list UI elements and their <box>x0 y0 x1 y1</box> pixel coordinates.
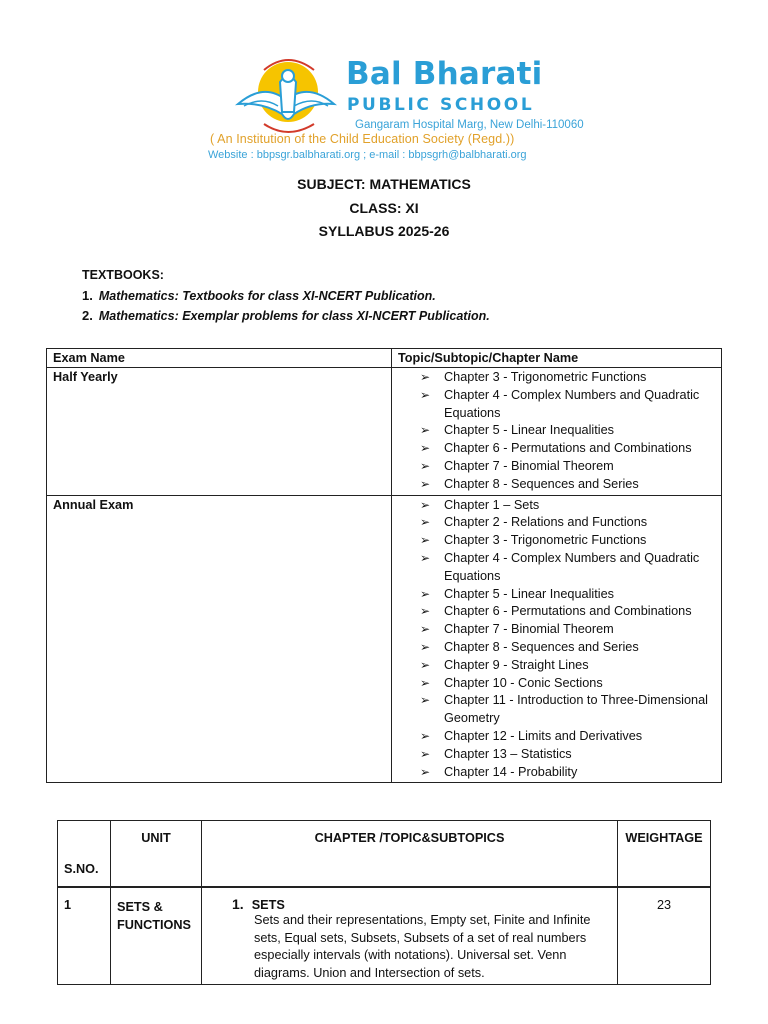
school-website: Website : bbpsgr.balbharati.org ; e-mail : bbpsgrh@balbharati.org <box>208 149 527 161</box>
school-type: PUBLIC SCHOOL <box>347 95 535 115</box>
column-header-sno: S.NO. <box>58 821 111 888</box>
subject-heading: SUBJECT: MATHEMATICS <box>297 176 471 192</box>
exam-schedule-table <box>46 348 722 783</box>
topic-number: 1. <box>232 896 244 912</box>
chapter-item: ➢ Chapter 7 - Binomial Theorem <box>420 458 721 476</box>
school-emblem-icon <box>234 52 338 142</box>
table-header-row <box>58 821 711 888</box>
textbooks-label: TEXTBOOKS: <box>82 268 164 282</box>
unit-weightage-table <box>57 820 711 985</box>
chapter-item: ➢ Chapter 4 - Complex Numbers and Quadratic Equations <box>420 550 721 586</box>
syllabus-heading: SYLLABUS 2025-26 <box>318 223 450 239</box>
topic-heading <box>202 896 611 912</box>
table-row <box>58 887 711 985</box>
chapter-item: ➢ Chapter 12 - Limits and Derivatives <box>420 728 721 746</box>
table-row <box>47 495 722 783</box>
school-letterhead <box>208 50 584 168</box>
topic-description: Sets and their representations, Empty set, Finite and Infinite sets, Equal sets, Subsets, Subsets of a set of real numbers especially intervals (with notations). Universal set. Venn diagrams. Union and Intersection of sets. <box>254 913 591 980</box>
chapter-item: ➢ Chapter 13 – Statistics <box>420 746 721 764</box>
chapter-item: ➢ Chapter 3 - Trigonometric Functions <box>420 532 721 550</box>
chapter-item: ➢ Chapter 8 - Sequences and Series <box>420 476 721 494</box>
chapter-item: ➢ Chapter 7 - Binomial Theorem <box>420 621 721 639</box>
textbook-number: 2. <box>82 308 93 323</box>
chapter-list-cell <box>392 368 722 496</box>
chapter-item: ➢ Chapter 14 - Probability <box>420 764 721 782</box>
topic-cell <box>202 887 618 985</box>
chapter-item: ➢ Chapter 3 - Trigonometric Functions <box>420 369 721 387</box>
chapter-item: ➢ Chapter 4 - Complex Numbers and Quadratic Equations <box>420 387 721 423</box>
textbook-title: Mathematics: Textbooks for class XI-NCERT Publication. <box>98 289 436 303</box>
chapter-item: ➢ Chapter 5 - Linear Inequalities <box>420 586 721 604</box>
textbook-number: 1. <box>82 288 93 303</box>
chapter-item: ➢ Chapter 6 - Permutations and Combinations <box>420 440 721 458</box>
chapter-item: ➢ Chapter 9 - Straight Lines <box>420 657 721 675</box>
chapter-item: ➢ Chapter 10 - Conic Sections <box>420 675 721 693</box>
class-heading: CLASS: XI <box>349 200 419 216</box>
column-header-topic: Topic/Subtopic/Chapter Name <box>392 349 722 368</box>
exam-name: Annual Exam <box>47 495 392 783</box>
school-address: Gangaram Hospital Marg, New Delhi-110060 <box>355 119 584 131</box>
column-header-weightage: WEIGHTAGE <box>618 821 711 888</box>
chapter-item: ➢ Chapter 6 - Permutations and Combinations <box>420 603 721 621</box>
chapter-item: ➢ Chapter 8 - Sequences and Series <box>420 639 721 657</box>
exam-name: Half Yearly <box>47 368 392 496</box>
column-header-unit: UNIT <box>111 821 202 888</box>
school-name: Bal Bharati <box>346 56 543 92</box>
chapter-item: ➢ Chapter 11 - Introduction to Three-Dimensional Geometry <box>420 692 721 728</box>
table-row <box>47 368 722 496</box>
table-header-row <box>47 349 722 368</box>
serial-number: 1 <box>58 887 111 985</box>
column-header-exam: Exam Name <box>47 349 392 368</box>
textbook-item <box>82 308 490 323</box>
chapter-item: ➢ Chapter 5 - Linear Inequalities <box>420 422 721 440</box>
weightage-value: 23 <box>618 887 711 985</box>
topic-title: SETS <box>251 898 285 912</box>
textbook-title: Mathematics: Exemplar problems for class XI-NCERT Publication. <box>98 309 490 323</box>
column-header-topic: CHAPTER /TOPIC&SUBTOPICS <box>202 821 618 888</box>
chapter-list-cell <box>392 495 722 783</box>
school-institution: ( An Institution of the Child Education Society (Regd.)) <box>210 132 515 146</box>
chapter-item: ➢ Chapter 2 - Relations and Functions <box>420 514 721 532</box>
textbook-item <box>82 288 436 303</box>
chapter-list <box>392 496 721 783</box>
unit-name: SETS & FUNCTIONS <box>111 887 202 985</box>
chapter-item: ➢ Chapter 1 – Sets <box>420 497 721 515</box>
chapter-list <box>392 368 721 495</box>
